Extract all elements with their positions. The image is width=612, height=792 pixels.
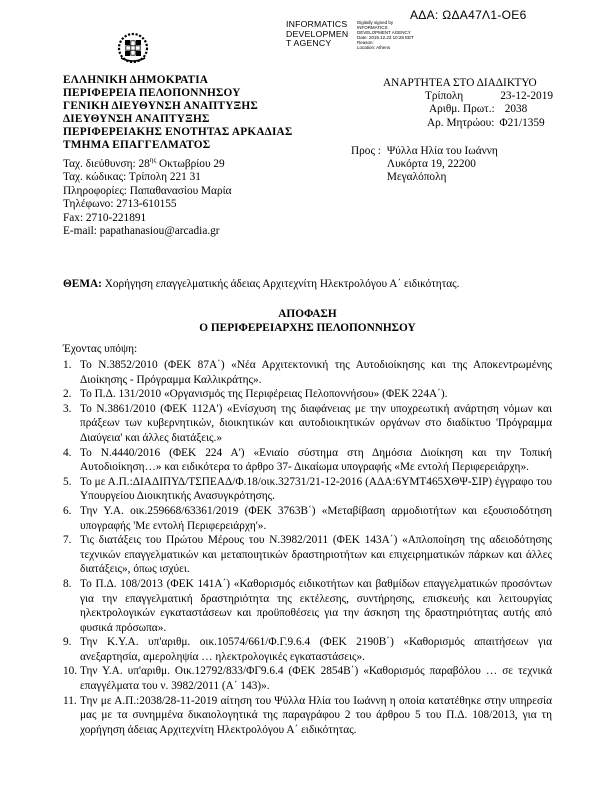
protocol-label: Αριθμ. Πρωτ.: (429, 103, 495, 116)
stamp-line: DEVELOPMEN (286, 28, 349, 39)
recipient-block (351, 145, 561, 184)
list-item (63, 387, 552, 402)
decision-title: ΑΠΟΦΑΣΗ (278, 308, 337, 320)
stamp-line: INFORMATICS (286, 19, 348, 29)
fax-line: Fax: 2710-221891 (63, 211, 147, 224)
item-text: Το Π.Δ. 131/2010 «Οργανισμός της Περιφέρειας Πελοποννήσου» (ΦΕΚ 224Α΄). (80, 388, 448, 401)
item-number: 7. (63, 534, 72, 547)
subject-text: Χορήγηση επαγγελματικής άδειας Αρχιτεχνίτη Ηλεκτρολόγου Α΄ ειδικότητας. (104, 278, 460, 290)
item-text: Την Υ.Α. υπ'αριθμ. Οικ.12792/833/ΦΓ9.6.4 (ΦΕΚ 2854Β΄) «Καθορισμός παραβόλου … σε τεχνικά επαγγέλματα του ν. 3982/2011 (Α΄ 143)». (80, 665, 552, 693)
stamp-detail-line: Date: 2019.12.23 10:28 EET (357, 35, 414, 41)
item-text: Το με Α.Π.:ΔΙΑΔΙΠΥΔ/ΤΣΠΕΑΔ/Φ.18/οικ.32731/21-12-2016 (ΑΔΑ:6ΥΜΤ465ΧΘΨ-ΣΙΡ) έγγραφο του Υπουργείου Διοικητικής Ανασυγκρότησης. (80, 475, 552, 503)
item-number: 11. (63, 694, 77, 707)
postal-address: Ταχ. διεύθυνση: $28^{\eta\varsigma}$ Οκτωβρίου 29 (63, 156, 225, 170)
protocol-block (383, 77, 553, 130)
item-number: 10. (63, 665, 78, 678)
signature-details (357, 20, 441, 50)
subject-line (63, 277, 552, 291)
stamp-detail-line: Location: Athens (357, 45, 391, 51)
item-number: 3. (63, 402, 72, 415)
contact-info (63, 158, 353, 238)
authority-line: ΓΕΝΙΚΗ ΔΙΕΥΘΥΝΣΗ ΑΝΑΠΤΥΞΗΣ (63, 100, 258, 112)
ada-value: ΩΔΑ47Λ1-ΟΕ6 (442, 8, 527, 22)
stamp-detail-line: Digitally signed by (357, 20, 394, 26)
city: Τρίπολη (425, 90, 464, 103)
stamp-line: T AGENCY (286, 38, 332, 49)
recipient-city: Μεγαλόπολη (386, 171, 447, 183)
stamp-detail-line: Reason: (357, 40, 374, 46)
list-item (63, 533, 552, 577)
phone-line: Τηλέφωνο: 2713-610155 (63, 198, 177, 211)
list-item (63, 504, 552, 533)
preamble: Έχοντας υπόψη: (63, 343, 138, 355)
authority-line: ΔΙΕΥΘΥΝΣΗ ΑΝΑΠΤΥΞΗΣ (63, 113, 210, 125)
item-number: 1. (63, 359, 72, 371)
issuing-authority-block (63, 74, 353, 238)
stamp-detail-line: DEVELOPMENT AGENCY (357, 30, 411, 36)
stamp-detail-line: INFORMATICS (357, 25, 388, 31)
item-number: 9. (63, 636, 72, 649)
greek-state-emblem-icon (117, 30, 149, 70)
item-number: 4. (63, 446, 72, 459)
registry-number-line (383, 117, 553, 130)
protocol-number-line (383, 103, 553, 116)
recipient-label: Προς : (351, 145, 381, 157)
city-date-line (383, 90, 553, 103)
item-number: 8. (63, 577, 72, 590)
recipient-name: Ψύλλα Ηλία του Ιωάννη (386, 145, 498, 157)
item-text: Την Υ.Α. οικ.259668/63361/2019 (ΦΕΚ 3763Β΄) «Μεταβίβαση αρμοδιοτήτων και εξουσιοδότηση υπογραφής 'Με εντολή Περιφερειάρχη'». (80, 504, 552, 532)
ada-label: ΑΔΑ: (410, 8, 439, 22)
item-text: Την Κ.Υ.Α. υπ'αριθμ. οικ.10574/661/Φ.Γ.9.6.4 (ΦΕΚ 2190Β΄) «Καθορισμός απαιτήσεων για ανεξαρτησία, αμεροληψία … ηλεκτρολογικές εγκαταστάσεις». (80, 636, 552, 663)
item-text: Το Ν.3852/2010 (ΦΕΚ 87Α΄) «Νέα Αρχιτεκτονική της Αυτοδιοίκησης και της Αποκεντρωμένης Διοίκησης - Πρόγραμμα Καλλικράτης». (80, 359, 552, 386)
item-text: Το Ν.4440/2016 (ΦΕΚ 224 Α') «Ενιαίο σύστημα στη Δημόσια Διοίκηση και την Τοπική Αυτοδιοίκηση…» και ειδικότερα το άρθρο 37- Δικαίωμα υπογραφής «Με εντολή Περιφερειάρχη». (80, 446, 552, 474)
protocol-value: 2038 (504, 103, 528, 116)
authority-line: ΠΕΡΙΦΕΡΕΙΑΚΗΣ ΕΝΟΤΗΤΑΣ ΑΡΚΑΔΙΑΣ (63, 126, 293, 138)
legal-basis-list (63, 358, 552, 737)
registry-label: Αρ. Μητρώου: (427, 116, 495, 129)
recipient-address (387, 145, 498, 184)
info-contact-person: Πληροφορίες: Παπαθανασίου Μαρία (63, 184, 232, 197)
date: 23-12-2019 (500, 90, 553, 103)
recipient-street: Λυκόρτα 19, 22200 (386, 158, 476, 170)
publish-on-internet-line: ΑΝΑΡΤΗΤΕΑ ΣΤΟ ΔΙΑΔΙΚΤΥΟ (383, 77, 537, 89)
list-item (63, 358, 552, 387)
authority-line: ΠΕΡΙΦΕΡΕΙΑ ΠΕΛΟΠΟΝΝΗΣΟΥ (63, 87, 241, 99)
item-text: Το Ν.3861/2010 (ΦΕΚ 112Α') «Ενίσχυση της διαφάνειας με την υποχρεωτική ανάρτηση νόμων και πράξεων των κυβερνητικών, διοικητικών και αυτοδιοικητικών οργάνων στο διαδίκτυο 'Πρόγραμμα Διαύγεια' και άλλες διατάξεις.» (80, 402, 552, 444)
item-text: Το Π.Δ. 108/2013 (ΦΕΚ 141Α΄) «Καθορισμός ειδικοτήτων και βαθμίδων επαγγελματικών προσόντων για την επαγγελματική δραστηριότητα της εκτέλεσης, συντήρησης, επισκευής και λειτουργίας ηλεκτρολογικών εγκαταστάσεων και προϋποθέσεις για την άσκηση της δραστηριότητας αυτής από φυσικά πρόσωπα». (80, 577, 552, 634)
item-number: 6. (63, 504, 72, 517)
list-item (63, 664, 552, 693)
list-item (63, 475, 552, 504)
registry-value: Φ21/1359 (499, 116, 545, 129)
item-text: Τις διατάξεις του Πρώτου Μέρους του Ν.3982/2011 (ΦΕΚ 143Α΄) «Απλοποίηση της αδειοδότησης τεχνικών επαγγελματικών και μεταποιητικών δραστηριοτήτων και επιχειρηματικών πάρκων και άλλες διατάξεις», όπως ισχύει. (80, 534, 552, 576)
authority-line: ΕΛΛΗΝΙΚΗ ΔΗΜΟΚΡΑΤΙΑ (63, 74, 209, 86)
signature-agency-name (286, 20, 352, 74)
decision-subtitle: Ο ΠΕΡΙΦΕΡΕΙΑΡΧΗΣ ΠΕΛΟΠΟΝΝΗΣΟΥ (199, 321, 416, 334)
document-body (63, 277, 552, 737)
subject-label: ΘΕΜΑ: (63, 278, 102, 290)
list-item (63, 402, 552, 446)
list-item (63, 694, 552, 738)
list-item (63, 635, 552, 664)
item-number: 5. (63, 475, 72, 488)
item-number: 2. (63, 388, 72, 401)
digital-signature-stamp (286, 20, 507, 74)
item-text: Την με Α.Π.:2038/28-11-2019 αίτηση του Ψύλλα Ηλία του Ιωάννη η οποία κατατέθηκε στην υπηρεσία μας με τα συνημμένα δικαιολογητικά της παραγράφου 2 του άρθρου 5 του Π.Δ. 108/2013, για τη χορήγηση άδειας Αρχιτεχνίτη Ηλεκτρολόγου Α΄ ειδικότητας. (80, 694, 552, 736)
list-item (63, 446, 552, 475)
list-item (63, 577, 552, 635)
email-line: E-mail: papathanasiou@arcadia.gr (63, 225, 220, 238)
postal-code: Ταχ. κώδικας: Τρίπολη 221 31 (63, 171, 201, 184)
authority-line: ΤΜΗΜΑ ΕΠΑΓΓΕΛΜΑΤΟΣ (63, 139, 211, 151)
